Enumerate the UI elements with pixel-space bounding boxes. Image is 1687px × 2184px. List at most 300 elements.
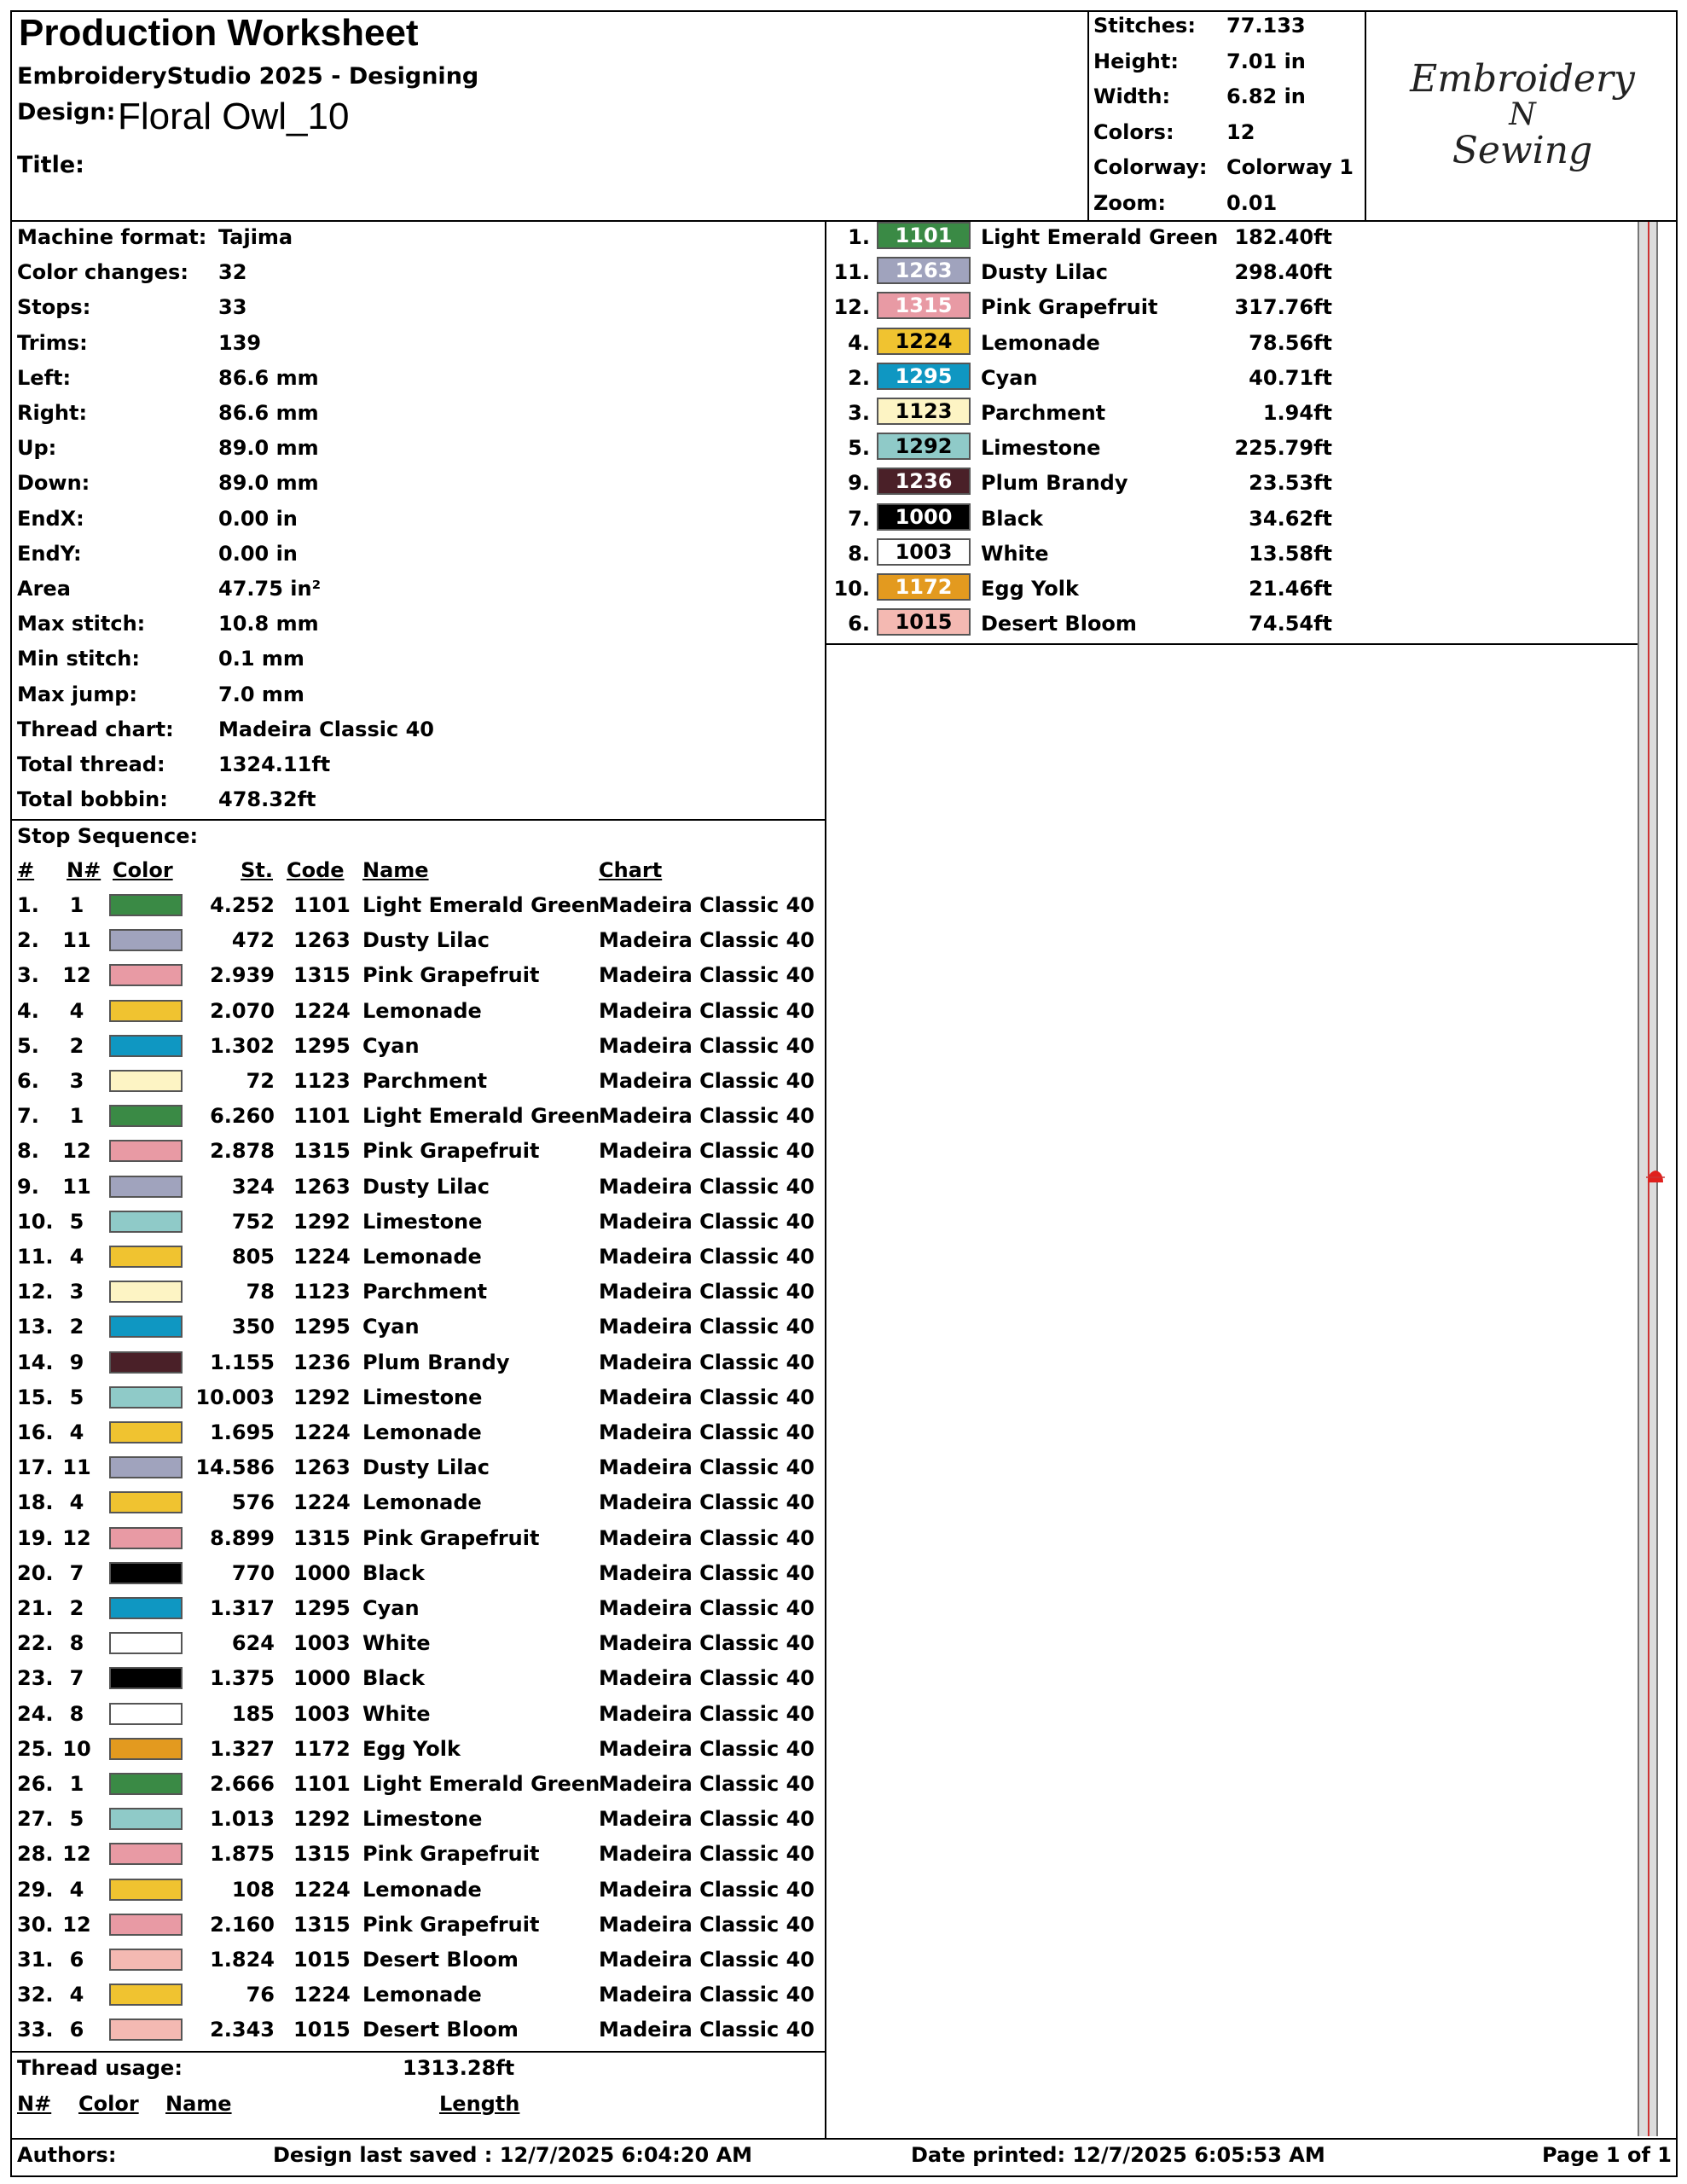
row-name: Light Emerald Green bbox=[362, 1104, 600, 1129]
col-header-color: Color bbox=[113, 858, 173, 882]
row-code: 1000 bbox=[293, 1666, 351, 1691]
row-code: 1263 bbox=[293, 1455, 351, 1480]
row-code: 1101 bbox=[293, 1104, 351, 1129]
col-header-n: N# bbox=[67, 858, 101, 882]
row-needle: 6 bbox=[69, 1948, 84, 1972]
machine-info-value: 1324.11ft bbox=[218, 752, 331, 776]
color-swatch: 1000 bbox=[877, 503, 971, 531]
row-name: Cyan bbox=[362, 1315, 420, 1339]
row-chart: Madeira Classic 40 bbox=[599, 1631, 815, 1656]
row-name: Dusty Lilac bbox=[362, 1455, 490, 1480]
row-name: Pink Grapefruit bbox=[362, 1842, 540, 1867]
row-name: Lemonade bbox=[362, 1983, 482, 2007]
row-stitches: 2.160 bbox=[210, 1912, 275, 1937]
color-swatch: 1015 bbox=[877, 608, 971, 636]
column-divider bbox=[825, 220, 826, 2140]
row-code: 1263 bbox=[293, 928, 351, 953]
stat-label: Width: bbox=[1093, 84, 1171, 108]
row-number: 20. bbox=[17, 1560, 54, 1585]
color-name: Cyan bbox=[981, 365, 1038, 390]
col-header-name: Name bbox=[362, 858, 429, 882]
row-chart: Madeira Classic 40 bbox=[599, 1490, 815, 1515]
row-code: 1224 bbox=[293, 998, 351, 1023]
row-code: 1224 bbox=[293, 1490, 351, 1515]
row-chart: Madeira Classic 40 bbox=[599, 1842, 815, 1867]
row-code: 1123 bbox=[293, 1280, 351, 1304]
machine-info-label: Area bbox=[17, 577, 71, 601]
machine-info-value: 0.00 in bbox=[218, 541, 298, 566]
stop-sequence-divider bbox=[10, 2051, 825, 2053]
row-number: 27. bbox=[17, 1807, 54, 1832]
row-stitches: 324 bbox=[231, 1174, 275, 1199]
machine-info-value: 0.00 in bbox=[218, 506, 298, 531]
row-name: Lemonade bbox=[362, 1877, 482, 1902]
row-stitches: 1.317 bbox=[210, 1596, 275, 1620]
row-chart: Madeira Classic 40 bbox=[599, 1983, 815, 2007]
design-label: Design: bbox=[17, 99, 116, 125]
row-number: 2. bbox=[17, 928, 39, 953]
stop-sequence-title: Stop Sequence: bbox=[17, 824, 199, 848]
color-index: 4. bbox=[848, 330, 870, 355]
row-needle: 11 bbox=[62, 1174, 91, 1199]
row-code: 1015 bbox=[293, 2018, 351, 2042]
row-number: 21. bbox=[17, 1596, 54, 1620]
row-code: 1224 bbox=[293, 1420, 351, 1444]
color-name: Egg Yolk bbox=[981, 577, 1079, 601]
color-swatch: 1315 bbox=[877, 292, 971, 319]
row-code: 1315 bbox=[293, 963, 351, 988]
color-index: 3. bbox=[848, 401, 870, 425]
color-length: 78.56ft bbox=[1249, 330, 1332, 355]
machine-info-label: Max stitch: bbox=[17, 612, 146, 636]
col-header-code: Code bbox=[287, 858, 345, 882]
machine-info-label: EndY: bbox=[17, 541, 82, 566]
color-index: 5. bbox=[848, 436, 870, 461]
row-stitches: 2.343 bbox=[210, 2018, 275, 2042]
row-stitches: 78 bbox=[246, 1280, 275, 1304]
color-index: 11. bbox=[833, 260, 870, 285]
row-number: 11. bbox=[17, 1245, 54, 1269]
machine-info-label: Min stitch: bbox=[17, 647, 140, 671]
stat-value: 7.01 in bbox=[1226, 49, 1306, 73]
row-number: 9. bbox=[17, 1174, 39, 1199]
row-number: 12. bbox=[17, 1280, 54, 1304]
row-name: Pink Grapefruit bbox=[362, 1525, 540, 1550]
color-name: Parchment bbox=[981, 401, 1106, 425]
row-chart: Madeira Classic 40 bbox=[599, 1174, 815, 1199]
usage-header-length: Length bbox=[439, 2092, 520, 2116]
machine-info-value: 32 bbox=[218, 260, 247, 285]
row-name: Dusty Lilac bbox=[362, 928, 490, 953]
machine-info-label: Left: bbox=[17, 365, 72, 390]
row-needle: 1 bbox=[69, 1772, 84, 1796]
row-needle: 8 bbox=[69, 1701, 84, 1726]
row-chart: Madeira Classic 40 bbox=[599, 1455, 815, 1480]
machine-info-value: 139 bbox=[218, 330, 262, 355]
stats-divider bbox=[1087, 10, 1089, 220]
row-chart: Madeira Classic 40 bbox=[599, 1385, 815, 1409]
row-name: Cyan bbox=[362, 1596, 420, 1620]
row-needle: 4 bbox=[69, 1490, 84, 1515]
row-number: 16. bbox=[17, 1420, 54, 1444]
row-number: 17. bbox=[17, 1455, 54, 1480]
row-code: 1123 bbox=[293, 1069, 351, 1093]
col-header-chart: Chart bbox=[599, 858, 663, 882]
row-name: Parchment bbox=[362, 1069, 488, 1093]
row-chart: Madeira Classic 40 bbox=[599, 1280, 815, 1304]
row-chart: Madeira Classic 40 bbox=[599, 1209, 815, 1234]
row-code: 1315 bbox=[293, 1912, 351, 1937]
row-chart: Madeira Classic 40 bbox=[599, 1736, 815, 1761]
row-number: 4. bbox=[17, 998, 39, 1023]
footer-last-saved: Design last saved : 12/7/2025 6:04:20 AM bbox=[273, 2143, 753, 2167]
row-chart: Madeira Classic 40 bbox=[599, 1525, 815, 1550]
header-divider bbox=[10, 220, 1678, 222]
row-stitches: 1.824 bbox=[210, 1948, 275, 1972]
row-needle: 9 bbox=[69, 1350, 84, 1374]
row-chart: Madeira Classic 40 bbox=[599, 1807, 815, 1832]
color-index: 8. bbox=[848, 541, 870, 566]
row-code: 1003 bbox=[293, 1701, 351, 1726]
color-index: 2. bbox=[848, 365, 870, 390]
row-name: Light Emerald Green bbox=[362, 893, 600, 917]
row-code: 1295 bbox=[293, 1596, 351, 1620]
row-code: 1015 bbox=[293, 1948, 351, 1972]
usage-header-color: Color bbox=[78, 2092, 139, 2116]
row-stitches: 1.013 bbox=[210, 1807, 275, 1832]
row-number: 15. bbox=[17, 1385, 54, 1409]
row-needle: 2 bbox=[69, 1033, 84, 1058]
row-code: 1292 bbox=[293, 1209, 351, 1234]
row-stitches: 1.875 bbox=[210, 1842, 275, 1867]
row-name: Lemonade bbox=[362, 1420, 482, 1444]
machine-info-divider bbox=[10, 819, 825, 821]
row-needle: 8 bbox=[69, 1631, 84, 1656]
color-swatch: 1123 bbox=[877, 398, 971, 425]
row-name: Desert Bloom bbox=[362, 1948, 519, 1972]
row-chart: Madeira Classic 40 bbox=[599, 893, 815, 917]
row-stitches: 2.878 bbox=[210, 1139, 275, 1164]
row-stitches: 770 bbox=[231, 1560, 275, 1585]
row-code: 1003 bbox=[293, 1631, 351, 1656]
row-chart: Madeira Classic 40 bbox=[599, 1069, 815, 1093]
row-name: Dusty Lilac bbox=[362, 1174, 490, 1199]
machine-info-value: 86.6 mm bbox=[218, 401, 319, 425]
row-name: Black bbox=[362, 1560, 425, 1585]
row-stitches: 1.695 bbox=[210, 1420, 275, 1444]
color-index: 9. bbox=[848, 471, 870, 496]
row-needle: 4 bbox=[69, 998, 84, 1023]
machine-info-value: Madeira Classic 40 bbox=[218, 717, 434, 741]
design-name: Floral Owl_10 bbox=[118, 96, 350, 137]
machine-info-value: 89.0 mm bbox=[218, 436, 319, 461]
row-stitches: 72 bbox=[246, 1069, 275, 1093]
row-needle: 7 bbox=[69, 1666, 84, 1691]
thread-usage-value: 1313.28ft bbox=[403, 2056, 515, 2080]
row-number: 28. bbox=[17, 1842, 54, 1867]
row-code: 1224 bbox=[293, 1245, 351, 1269]
row-number: 1. bbox=[17, 893, 39, 917]
row-number: 14. bbox=[17, 1350, 54, 1374]
row-name: Black bbox=[362, 1666, 425, 1691]
row-needle: 5 bbox=[69, 1807, 84, 1832]
row-number: 22. bbox=[17, 1631, 54, 1656]
machine-info-label: EndX: bbox=[17, 506, 84, 531]
row-number: 13. bbox=[17, 1315, 54, 1339]
row-needle: 7 bbox=[69, 1560, 84, 1585]
row-needle: 4 bbox=[69, 1245, 84, 1269]
row-needle: 5 bbox=[69, 1385, 84, 1409]
row-number: 31. bbox=[17, 1948, 54, 1972]
row-stitches: 8.899 bbox=[210, 1525, 275, 1550]
color-name: White bbox=[981, 541, 1049, 566]
page-title: Production Worksheet bbox=[19, 12, 419, 54]
row-needle: 12 bbox=[62, 1139, 91, 1164]
row-code: 1295 bbox=[293, 1033, 351, 1058]
machine-info-value: 478.32ft bbox=[218, 787, 316, 812]
row-number: 25. bbox=[17, 1736, 54, 1761]
machine-info-value: Tajima bbox=[218, 225, 293, 249]
machine-info-label: Right: bbox=[17, 401, 88, 425]
row-code: 1292 bbox=[293, 1385, 351, 1409]
logo-line-1: Embroidery bbox=[1410, 57, 1635, 101]
row-number: 10. bbox=[17, 1209, 54, 1234]
row-stitches: 108 bbox=[231, 1877, 275, 1902]
color-name: Light Emerald Green bbox=[981, 225, 1219, 249]
machine-info-label: Thread chart: bbox=[17, 717, 174, 741]
row-number: 32. bbox=[17, 1983, 54, 2007]
stat-label: Height: bbox=[1093, 49, 1179, 73]
color-name: Black bbox=[981, 506, 1043, 531]
color-swatch: 1224 bbox=[877, 328, 971, 355]
color-swatch: 1292 bbox=[877, 433, 971, 460]
row-stitches: 624 bbox=[231, 1631, 275, 1656]
row-needle: 2 bbox=[69, 1596, 84, 1620]
row-stitches: 752 bbox=[231, 1209, 275, 1234]
row-name: Lemonade bbox=[362, 1245, 482, 1269]
machine-info-label: Down: bbox=[17, 471, 90, 496]
row-needle: 12 bbox=[62, 963, 91, 988]
row-chart: Madeira Classic 40 bbox=[599, 1033, 815, 1058]
row-name: White bbox=[362, 1701, 431, 1726]
machine-info-value: 86.6 mm bbox=[218, 365, 319, 390]
software-name: EmbroideryStudio 2025 - Designing bbox=[17, 63, 479, 90]
row-needle: 6 bbox=[69, 2018, 84, 2042]
row-needle: 11 bbox=[62, 1455, 91, 1480]
row-stitches: 1.327 bbox=[210, 1736, 275, 1761]
row-chart: Madeira Classic 40 bbox=[599, 1350, 815, 1374]
row-name: White bbox=[362, 1631, 431, 1656]
machine-info-label: Total thread: bbox=[17, 752, 165, 776]
color-swatch: 1295 bbox=[877, 363, 971, 390]
usage-header-name: Name bbox=[165, 2092, 232, 2116]
row-number: 29. bbox=[17, 1877, 54, 1902]
row-code: 1101 bbox=[293, 1772, 351, 1796]
row-needle: 12 bbox=[62, 1842, 91, 1867]
color-length: 34.62ft bbox=[1249, 506, 1332, 531]
color-name: Plum Brandy bbox=[981, 471, 1128, 496]
row-stitches: 1.375 bbox=[210, 1666, 275, 1691]
machine-info-value: 10.8 mm bbox=[218, 612, 319, 636]
row-code: 1236 bbox=[293, 1350, 351, 1374]
row-chart: Madeira Classic 40 bbox=[599, 928, 815, 953]
row-code: 1292 bbox=[293, 1807, 351, 1832]
color-swatch: 1101 bbox=[877, 222, 971, 249]
color-swatch: 1003 bbox=[877, 538, 971, 566]
row-stitches: 805 bbox=[231, 1245, 275, 1269]
row-chart: Madeira Classic 40 bbox=[599, 1104, 815, 1129]
row-chart: Madeira Classic 40 bbox=[599, 1245, 815, 1269]
color-length: 1.94ft bbox=[1262, 401, 1332, 425]
row-chart: Madeira Classic 40 bbox=[599, 2018, 815, 2042]
row-name: Pink Grapefruit bbox=[362, 1912, 540, 1937]
row-chart: Madeira Classic 40 bbox=[599, 1315, 815, 1339]
row-stitches: 1.155 bbox=[210, 1350, 275, 1374]
color-swatch: 1172 bbox=[877, 573, 971, 601]
color-name: Limestone bbox=[981, 436, 1101, 461]
row-name: Desert Bloom bbox=[362, 2018, 519, 2042]
row-chart: Madeira Classic 40 bbox=[599, 1139, 815, 1164]
color-index: 10. bbox=[833, 577, 870, 601]
row-chart: Madeira Classic 40 bbox=[599, 1701, 815, 1726]
machine-info-label: Stops: bbox=[17, 295, 91, 320]
row-stitches: 4.252 bbox=[210, 893, 275, 917]
stat-label: Zoom: bbox=[1093, 190, 1166, 215]
stat-value: 6.82 in bbox=[1226, 84, 1306, 108]
row-name: Lemonade bbox=[362, 1490, 482, 1515]
machine-info-label: Up: bbox=[17, 436, 57, 461]
machine-info-value: 47.75 in² bbox=[218, 577, 322, 601]
row-number: 19. bbox=[17, 1525, 54, 1550]
row-number: 5. bbox=[17, 1033, 39, 1058]
logo-divider bbox=[1365, 10, 1366, 220]
row-name: Cyan bbox=[362, 1033, 420, 1058]
color-index: 6. bbox=[848, 612, 870, 636]
colors-list-divider bbox=[825, 643, 1638, 645]
color-index: 1. bbox=[848, 225, 870, 249]
row-name: Limestone bbox=[362, 1209, 483, 1234]
color-length: 40.71ft bbox=[1249, 365, 1332, 390]
row-chart: Madeira Classic 40 bbox=[599, 998, 815, 1023]
color-length: 74.54ft bbox=[1249, 612, 1332, 636]
row-chart: Madeira Classic 40 bbox=[599, 1596, 815, 1620]
footer-authors: Authors: bbox=[17, 2143, 117, 2167]
row-chart: Madeira Classic 40 bbox=[599, 963, 815, 988]
row-name: Light Emerald Green bbox=[362, 1772, 600, 1796]
row-needle: 3 bbox=[69, 1280, 84, 1304]
row-number: 33. bbox=[17, 2018, 54, 2042]
usage-header-n: N# bbox=[17, 2092, 52, 2116]
row-code: 1000 bbox=[293, 1560, 351, 1585]
stat-label: Stitches: bbox=[1093, 14, 1196, 38]
row-needle: 4 bbox=[69, 1420, 84, 1444]
logo-line-3: Sewing bbox=[1452, 128, 1593, 172]
row-needle: 12 bbox=[62, 1525, 91, 1550]
logo-line-2: N bbox=[1509, 97, 1536, 133]
footer-divider bbox=[10, 2138, 1678, 2140]
row-stitches: 2.070 bbox=[210, 998, 275, 1023]
color-length: 298.40ft bbox=[1234, 260, 1332, 285]
machine-info-value: 33 bbox=[218, 295, 247, 320]
row-name: Pink Grapefruit bbox=[362, 963, 540, 988]
machine-info-label: Machine format: bbox=[17, 225, 207, 249]
row-number: 8. bbox=[17, 1139, 39, 1164]
row-stitches: 2.666 bbox=[210, 1772, 275, 1796]
row-stitches: 14.586 bbox=[195, 1455, 275, 1480]
machine-info-value: 7.0 mm bbox=[218, 682, 304, 706]
machine-info-label: Trims: bbox=[17, 330, 88, 355]
color-name: Pink Grapefruit bbox=[981, 295, 1158, 320]
row-needle: 12 bbox=[62, 1912, 91, 1937]
row-needle: 5 bbox=[69, 1209, 84, 1234]
thread-usage-label: Thread usage: bbox=[17, 2056, 183, 2080]
color-name: Lemonade bbox=[981, 330, 1100, 355]
row-code: 1224 bbox=[293, 1983, 351, 2007]
stat-label: Colorway: bbox=[1093, 155, 1208, 179]
stat-value: 0.01 bbox=[1226, 190, 1278, 215]
row-name: Lemonade bbox=[362, 998, 482, 1023]
row-needle: 4 bbox=[69, 1877, 84, 1902]
color-length: 317.76ft bbox=[1234, 295, 1332, 320]
row-chart: Madeira Classic 40 bbox=[599, 1420, 815, 1444]
color-swatch: 1263 bbox=[877, 257, 971, 284]
row-code: 1101 bbox=[293, 893, 351, 917]
row-name: Parchment bbox=[362, 1280, 488, 1304]
row-number: 3. bbox=[17, 963, 39, 988]
row-stitches: 350 bbox=[231, 1315, 275, 1339]
row-chart: Madeira Classic 40 bbox=[599, 1560, 815, 1585]
stat-value: 77.133 bbox=[1226, 14, 1306, 38]
machine-info-label: Max jump: bbox=[17, 682, 138, 706]
row-code: 1315 bbox=[293, 1139, 351, 1164]
color-length: 21.46ft bbox=[1249, 577, 1332, 601]
row-chart: Madeira Classic 40 bbox=[599, 1772, 815, 1796]
stat-label: Colors: bbox=[1093, 119, 1174, 144]
row-number: 23. bbox=[17, 1666, 54, 1691]
row-number: 30. bbox=[17, 1912, 54, 1937]
row-needle: 1 bbox=[69, 893, 84, 917]
row-name: Limestone bbox=[362, 1807, 483, 1832]
row-chart: Madeira Classic 40 bbox=[599, 1877, 815, 1902]
color-name: Dusty Lilac bbox=[981, 260, 1108, 285]
color-swatch: 1236 bbox=[877, 468, 971, 495]
row-needle: 10 bbox=[62, 1736, 91, 1761]
row-stitches: 1.302 bbox=[210, 1033, 275, 1058]
row-name: Plum Brandy bbox=[362, 1350, 510, 1374]
row-number: 24. bbox=[17, 1701, 54, 1726]
stat-value: 12 bbox=[1226, 119, 1255, 144]
machine-info-label: Total bobbin: bbox=[17, 787, 168, 812]
row-needle: 2 bbox=[69, 1315, 84, 1339]
row-chart: Madeira Classic 40 bbox=[599, 1948, 815, 1972]
color-length: 225.79ft bbox=[1234, 436, 1332, 461]
row-stitches: 76 bbox=[246, 1983, 275, 2007]
row-number: 6. bbox=[17, 1069, 39, 1093]
row-stitches: 10.003 bbox=[195, 1385, 275, 1409]
scroll-position-marker-icon[interactable] bbox=[1646, 1169, 1665, 1184]
row-code: 1315 bbox=[293, 1842, 351, 1867]
col-header-num: # bbox=[17, 858, 35, 882]
title-label: Title: bbox=[17, 152, 84, 178]
row-name: Limestone bbox=[362, 1385, 483, 1409]
row-needle: 1 bbox=[69, 1104, 84, 1129]
row-stitches: 185 bbox=[231, 1701, 275, 1726]
machine-info-value: 0.1 mm bbox=[218, 647, 304, 671]
machine-info-label: Color changes: bbox=[17, 260, 188, 285]
row-needle: 4 bbox=[69, 1983, 84, 2007]
row-code: 1263 bbox=[293, 1174, 351, 1199]
row-needle: 11 bbox=[62, 928, 91, 953]
